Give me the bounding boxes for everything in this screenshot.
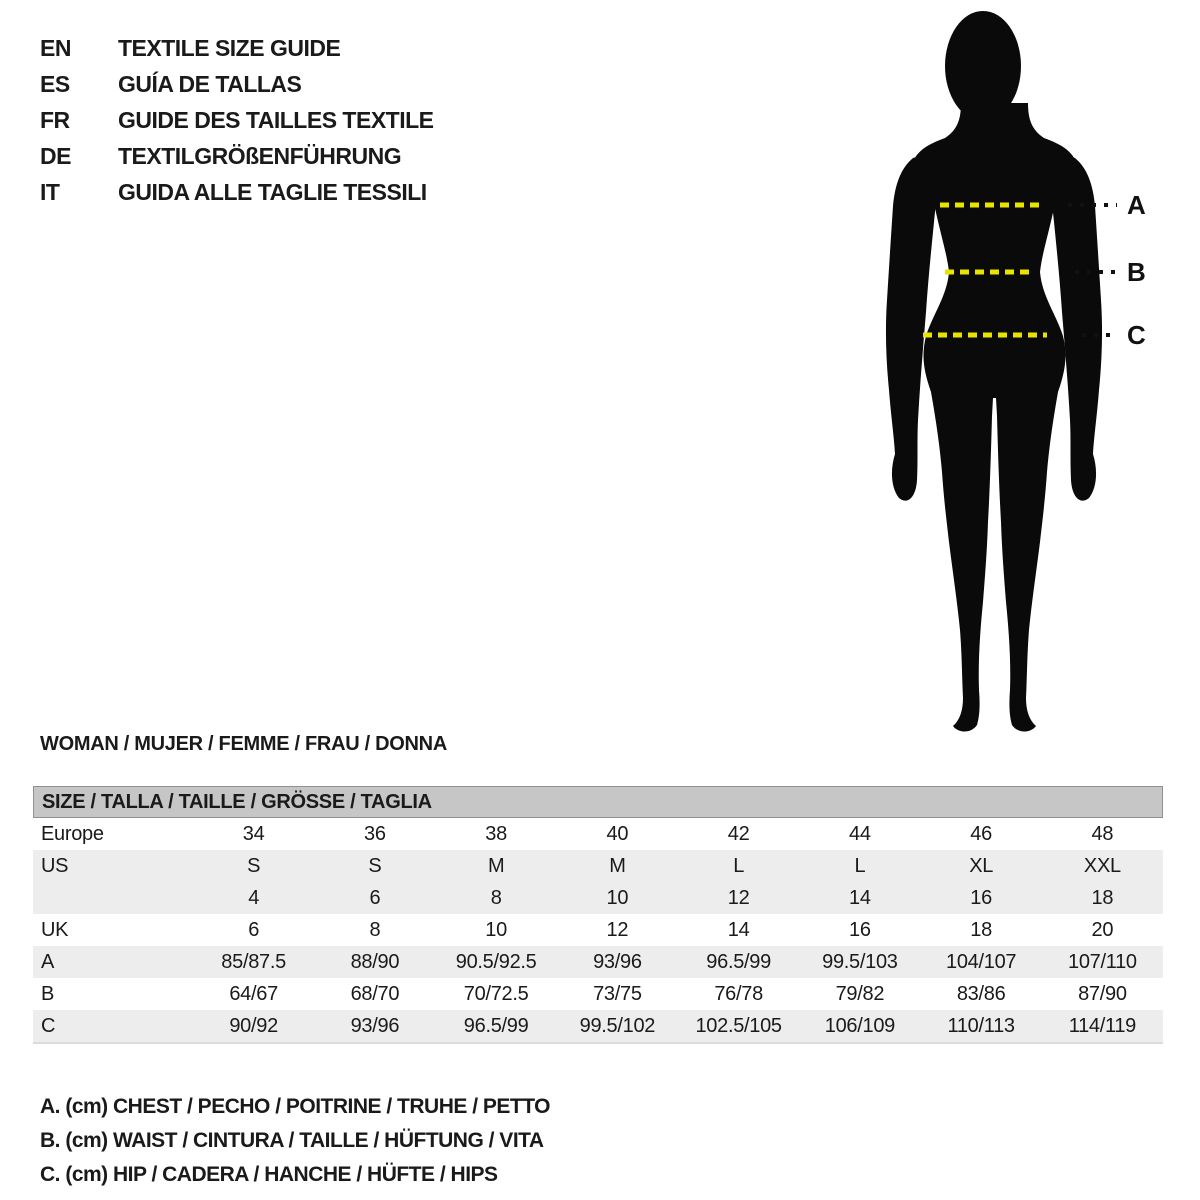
row-label: Europe xyxy=(41,822,104,845)
table-cell: S xyxy=(368,854,382,877)
table-cell: 16 xyxy=(849,918,871,941)
table-cell: 38 xyxy=(485,822,507,845)
table-cell: 4 xyxy=(248,886,260,909)
table-cell: 99.5/102 xyxy=(579,1014,656,1037)
table-cell: 68/70 xyxy=(350,982,400,1005)
measurement-legend xyxy=(40,1090,550,1192)
table-cell: 20 xyxy=(1091,918,1114,941)
legend-line-hip: C. (cm) HIP / CADERA / HANCHE / HÜFTE / HIPS xyxy=(40,1163,498,1186)
table-cell: 48 xyxy=(1091,822,1114,845)
table-cell: XXL xyxy=(1083,854,1121,877)
table-cell: L xyxy=(733,854,745,877)
language-code-de: DE xyxy=(40,142,71,169)
table-cell: 79/82 xyxy=(835,982,885,1005)
table-cell: 16 xyxy=(970,886,992,909)
table-cell: 40 xyxy=(606,822,629,845)
table-cell: 6 xyxy=(248,918,260,941)
language-code-en: EN xyxy=(40,34,71,61)
size-table-header: SIZE / TALLA / TAILLE / GRÖSSE / TAGLIA xyxy=(33,786,1163,818)
table-cell: 88/90 xyxy=(350,950,400,973)
measure-label-b: B xyxy=(1127,257,1146,287)
row-label: C xyxy=(41,1014,56,1037)
language-code-es: ES xyxy=(40,70,70,97)
language-row-de xyxy=(40,138,434,174)
table-cell: 73/75 xyxy=(593,982,642,1005)
table-cell: 14 xyxy=(727,918,750,941)
table-row-europe xyxy=(33,818,1163,850)
table-cell: 6 xyxy=(369,886,381,909)
table-cell: 18 xyxy=(1091,886,1114,909)
size-table-body xyxy=(33,818,1163,1044)
table-cell: 83/86 xyxy=(956,982,1006,1005)
measure-label-a: A xyxy=(1127,190,1146,220)
table-row-uk xyxy=(33,914,1163,946)
language-code-it: IT xyxy=(40,178,60,205)
table-row-chest-a xyxy=(33,946,1163,978)
table-cell: 10 xyxy=(606,886,629,909)
language-title-en: TEXTILE SIZE GUIDE xyxy=(118,34,341,61)
table-cell: 114/119 xyxy=(1068,1014,1136,1037)
table-cell: 70/72.5 xyxy=(463,982,529,1005)
table-row-waist-b xyxy=(33,978,1163,1010)
table-cell: 90.5/92.5 xyxy=(455,950,537,973)
table-row-hip-c xyxy=(33,1010,1163,1042)
legend-line-chest: A. (cm) CHEST / PECHO / POITRINE / TRUHE / PETTO xyxy=(40,1095,551,1118)
language-title-fr: GUIDE DES TAILLES TEXTILE xyxy=(118,106,434,133)
table-cell: 10 xyxy=(485,918,507,941)
language-row-es xyxy=(40,66,434,102)
language-title-it: GUIDA ALLE TAGLIE TESSILI xyxy=(118,178,427,205)
row-label: UK xyxy=(41,918,69,941)
language-title-block xyxy=(40,30,434,210)
table-cell: 104/107 xyxy=(946,950,1017,973)
language-row-it xyxy=(40,174,434,210)
table-cell: 96.5/99 xyxy=(706,950,771,973)
language-code-fr: FR xyxy=(40,106,70,133)
table-cell: 18 xyxy=(970,918,992,941)
table-cell: M xyxy=(609,854,626,877)
table-cell: 87/90 xyxy=(1078,982,1127,1005)
table-cell: 110/113 xyxy=(947,1014,1015,1037)
size-table xyxy=(33,786,1163,1044)
woman-silhouette-figure xyxy=(855,8,1155,738)
table-cell: 99.5/103 xyxy=(822,950,898,973)
table-cell: 44 xyxy=(849,822,871,845)
table-cell: 12 xyxy=(606,918,629,941)
table-cell: 106/109 xyxy=(824,1014,895,1037)
table-cell: 93/96 xyxy=(593,950,642,973)
legend-line-waist: B. (cm) WAIST / CINTURA / TAILLE / HÜFTUNG / VITA xyxy=(40,1129,544,1152)
table-cell: M xyxy=(487,854,505,877)
language-title-es: GUÍA DE TALLAS xyxy=(118,70,302,97)
row-label: B xyxy=(41,982,55,1005)
table-cell: XL xyxy=(969,854,994,877)
table-cell: 8 xyxy=(369,918,381,941)
row-label: US xyxy=(41,854,69,877)
table-cell: 76/78 xyxy=(714,982,763,1005)
row-label: A xyxy=(41,950,55,973)
table-cell: 42 xyxy=(727,822,750,845)
table-cell: 12 xyxy=(727,886,750,909)
language-row-en xyxy=(40,30,434,66)
table-cell: 14 xyxy=(849,886,871,909)
table-row-us-letters xyxy=(33,850,1163,882)
table-cell: 85/87.5 xyxy=(221,950,286,973)
table-cell: 90/92 xyxy=(229,1014,278,1037)
table-cell: 107/110 xyxy=(1068,950,1137,973)
table-cell: 34 xyxy=(242,822,265,845)
table-cell: 36 xyxy=(364,822,386,845)
table-cell: 102.5/105 xyxy=(695,1014,782,1037)
table-cell: 93/96 xyxy=(350,1014,400,1037)
table-cell: S xyxy=(247,854,261,877)
measure-label-c: C xyxy=(1127,320,1146,350)
table-cell: 46 xyxy=(970,822,992,845)
table-cell: 8 xyxy=(490,886,502,909)
table-cell: L xyxy=(854,854,866,877)
table-row-us-numbers xyxy=(33,882,1163,914)
language-title-de: TEXTILGRÖßENFÜHRUNG xyxy=(118,142,402,169)
language-row-fr xyxy=(40,102,434,138)
table-cell: 64/67 xyxy=(229,982,278,1005)
table-cell: 96.5/99 xyxy=(463,1014,529,1037)
section-title: WOMAN / MUJER / FEMME / FRAU / DONNA xyxy=(40,733,447,755)
